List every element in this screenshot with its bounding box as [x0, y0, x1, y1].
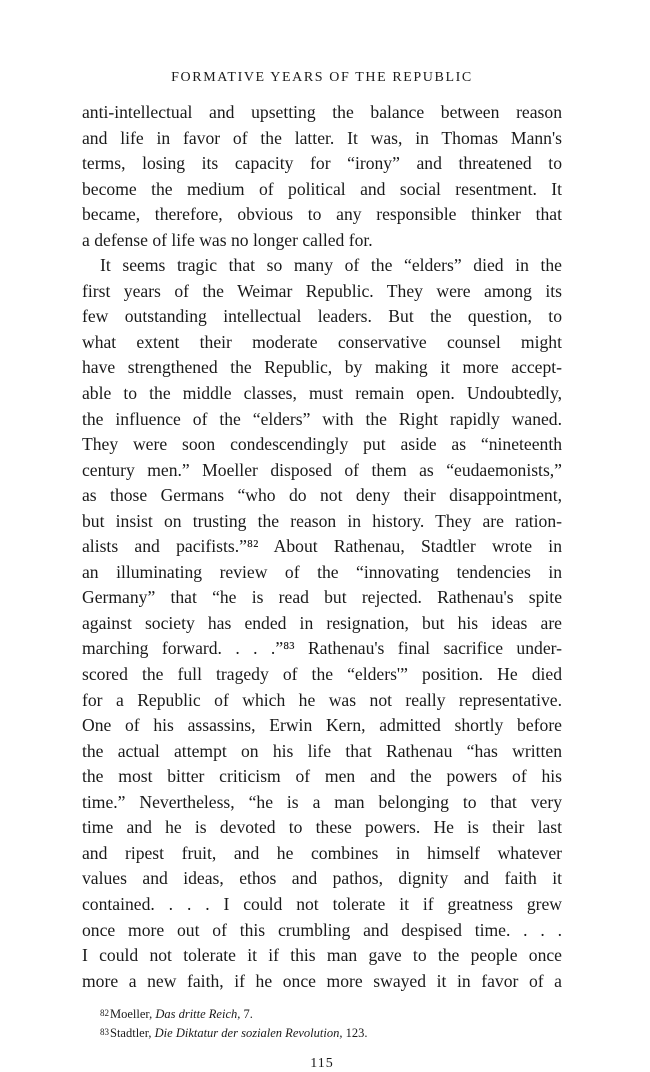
text-line: able to the middle classes, must remain open. Undoubtedly,	[82, 383, 562, 404]
text-line: an illuminating review of the “innovating tendencies in	[82, 561, 562, 582]
text-line: time and he is devoted to these powers. He is their last	[82, 817, 562, 838]
text-line: It seems tragic that so many of the “elders” died in the	[100, 255, 562, 276]
text-line: values and ideas, ethos and pathos, dignity and faith it	[82, 868, 562, 889]
footnote-82	[100, 1004, 562, 1023]
text-line: One of his assassins, Erwin Kern, admitted shortly before	[82, 715, 562, 736]
text-line: against society has ended in resignation, but his ideas are	[82, 612, 562, 633]
text-line: what extent their moderate conservative counsel might	[82, 331, 562, 352]
running-head: FORMATIVE YEARS OF THE REPUBLIC	[171, 70, 473, 85]
footnote-title: Die Diktatur der sozialen Revolution,	[154, 1026, 343, 1041]
text-line: more a new faith, if he once more swayed it in favor of a	[82, 970, 562, 991]
text-line: as those Germans “who do not deny their disappointment,	[82, 485, 562, 506]
text-line: but insist on trusting the reason in history. They are ration-	[82, 510, 562, 531]
footnote-page: 123.	[345, 1026, 368, 1041]
footnote-number: 83	[100, 1027, 109, 1038]
footnote-author: Moeller,	[110, 1007, 153, 1022]
text-line: once more out of this crumbling and despised time. . . .	[82, 919, 562, 940]
body-text	[82, 100, 562, 994]
text-line: the most bitter criticism of men and the powers of his	[82, 766, 562, 787]
text-line: I could not tolerate it if this man gave to the people once	[82, 945, 562, 966]
text-line: contained. . . . I could not tolerate it if greatness grew	[82, 893, 562, 914]
text-line: the influence of the “elders” with the Right rapidly waned.	[82, 408, 562, 429]
text-line: have strengthened the Republic, by making it more accept-	[82, 357, 562, 378]
text-line: anti-intellectual and upsetting the balance between reason	[82, 102, 562, 122]
footnote-83	[100, 1023, 562, 1042]
text-line: few outstanding intellectual leaders. But the question, to	[82, 306, 562, 327]
footnote-author: Stadtler,	[110, 1026, 152, 1041]
text-line: scored the full tragedy of the “elders'” position. He died	[82, 664, 562, 685]
text-line: terms, losing its capacity for “irony” and threatened to	[82, 153, 562, 174]
book-page	[82, 68, 562, 1072]
text-line: the actual attempt on his life that Rathenau “has written	[82, 740, 562, 761]
text-line: century men.” Moeller disposed of them as “eudaemonists,”	[82, 459, 562, 480]
text-line: and life in favor of the latter. It was, in Thomas Mann's	[82, 127, 562, 148]
text-line: become the medium of political and social resentment. It	[82, 178, 562, 199]
text-line: became, therefore, obvious to any responsible thinker that	[82, 204, 562, 225]
footnote-number: 82	[100, 1008, 109, 1019]
text-line: alists and pacifists.”⁸² About Rathenau, Stadtler wrote in	[82, 536, 562, 557]
text-line: time.” Nevertheless, “he is a man belonging to that very	[82, 791, 562, 812]
text-line: first years of the Weimar Republic. They were among its	[82, 280, 562, 301]
text-line: for a Republic of which he was not really representative.	[82, 689, 562, 710]
text-line: a defense of life was no longer called for.	[82, 229, 373, 250]
footnote-page: 7.	[243, 1007, 253, 1022]
text-line: and ripest fruit, and he combines in himself whatever	[82, 842, 562, 863]
text-line: They were soon condescendingly put aside as “nineteenth	[82, 434, 562, 455]
page-number: 115	[310, 1056, 334, 1072]
footnotes	[82, 1004, 562, 1042]
text-line: marching forward. . . .”⁸³ Rathenau's final sacrifice under-	[82, 638, 562, 659]
footnote-title: Das dritte Reich,	[155, 1007, 241, 1022]
text-line: Germany” that “he is read but rejected. Rathenau's spite	[82, 587, 562, 608]
